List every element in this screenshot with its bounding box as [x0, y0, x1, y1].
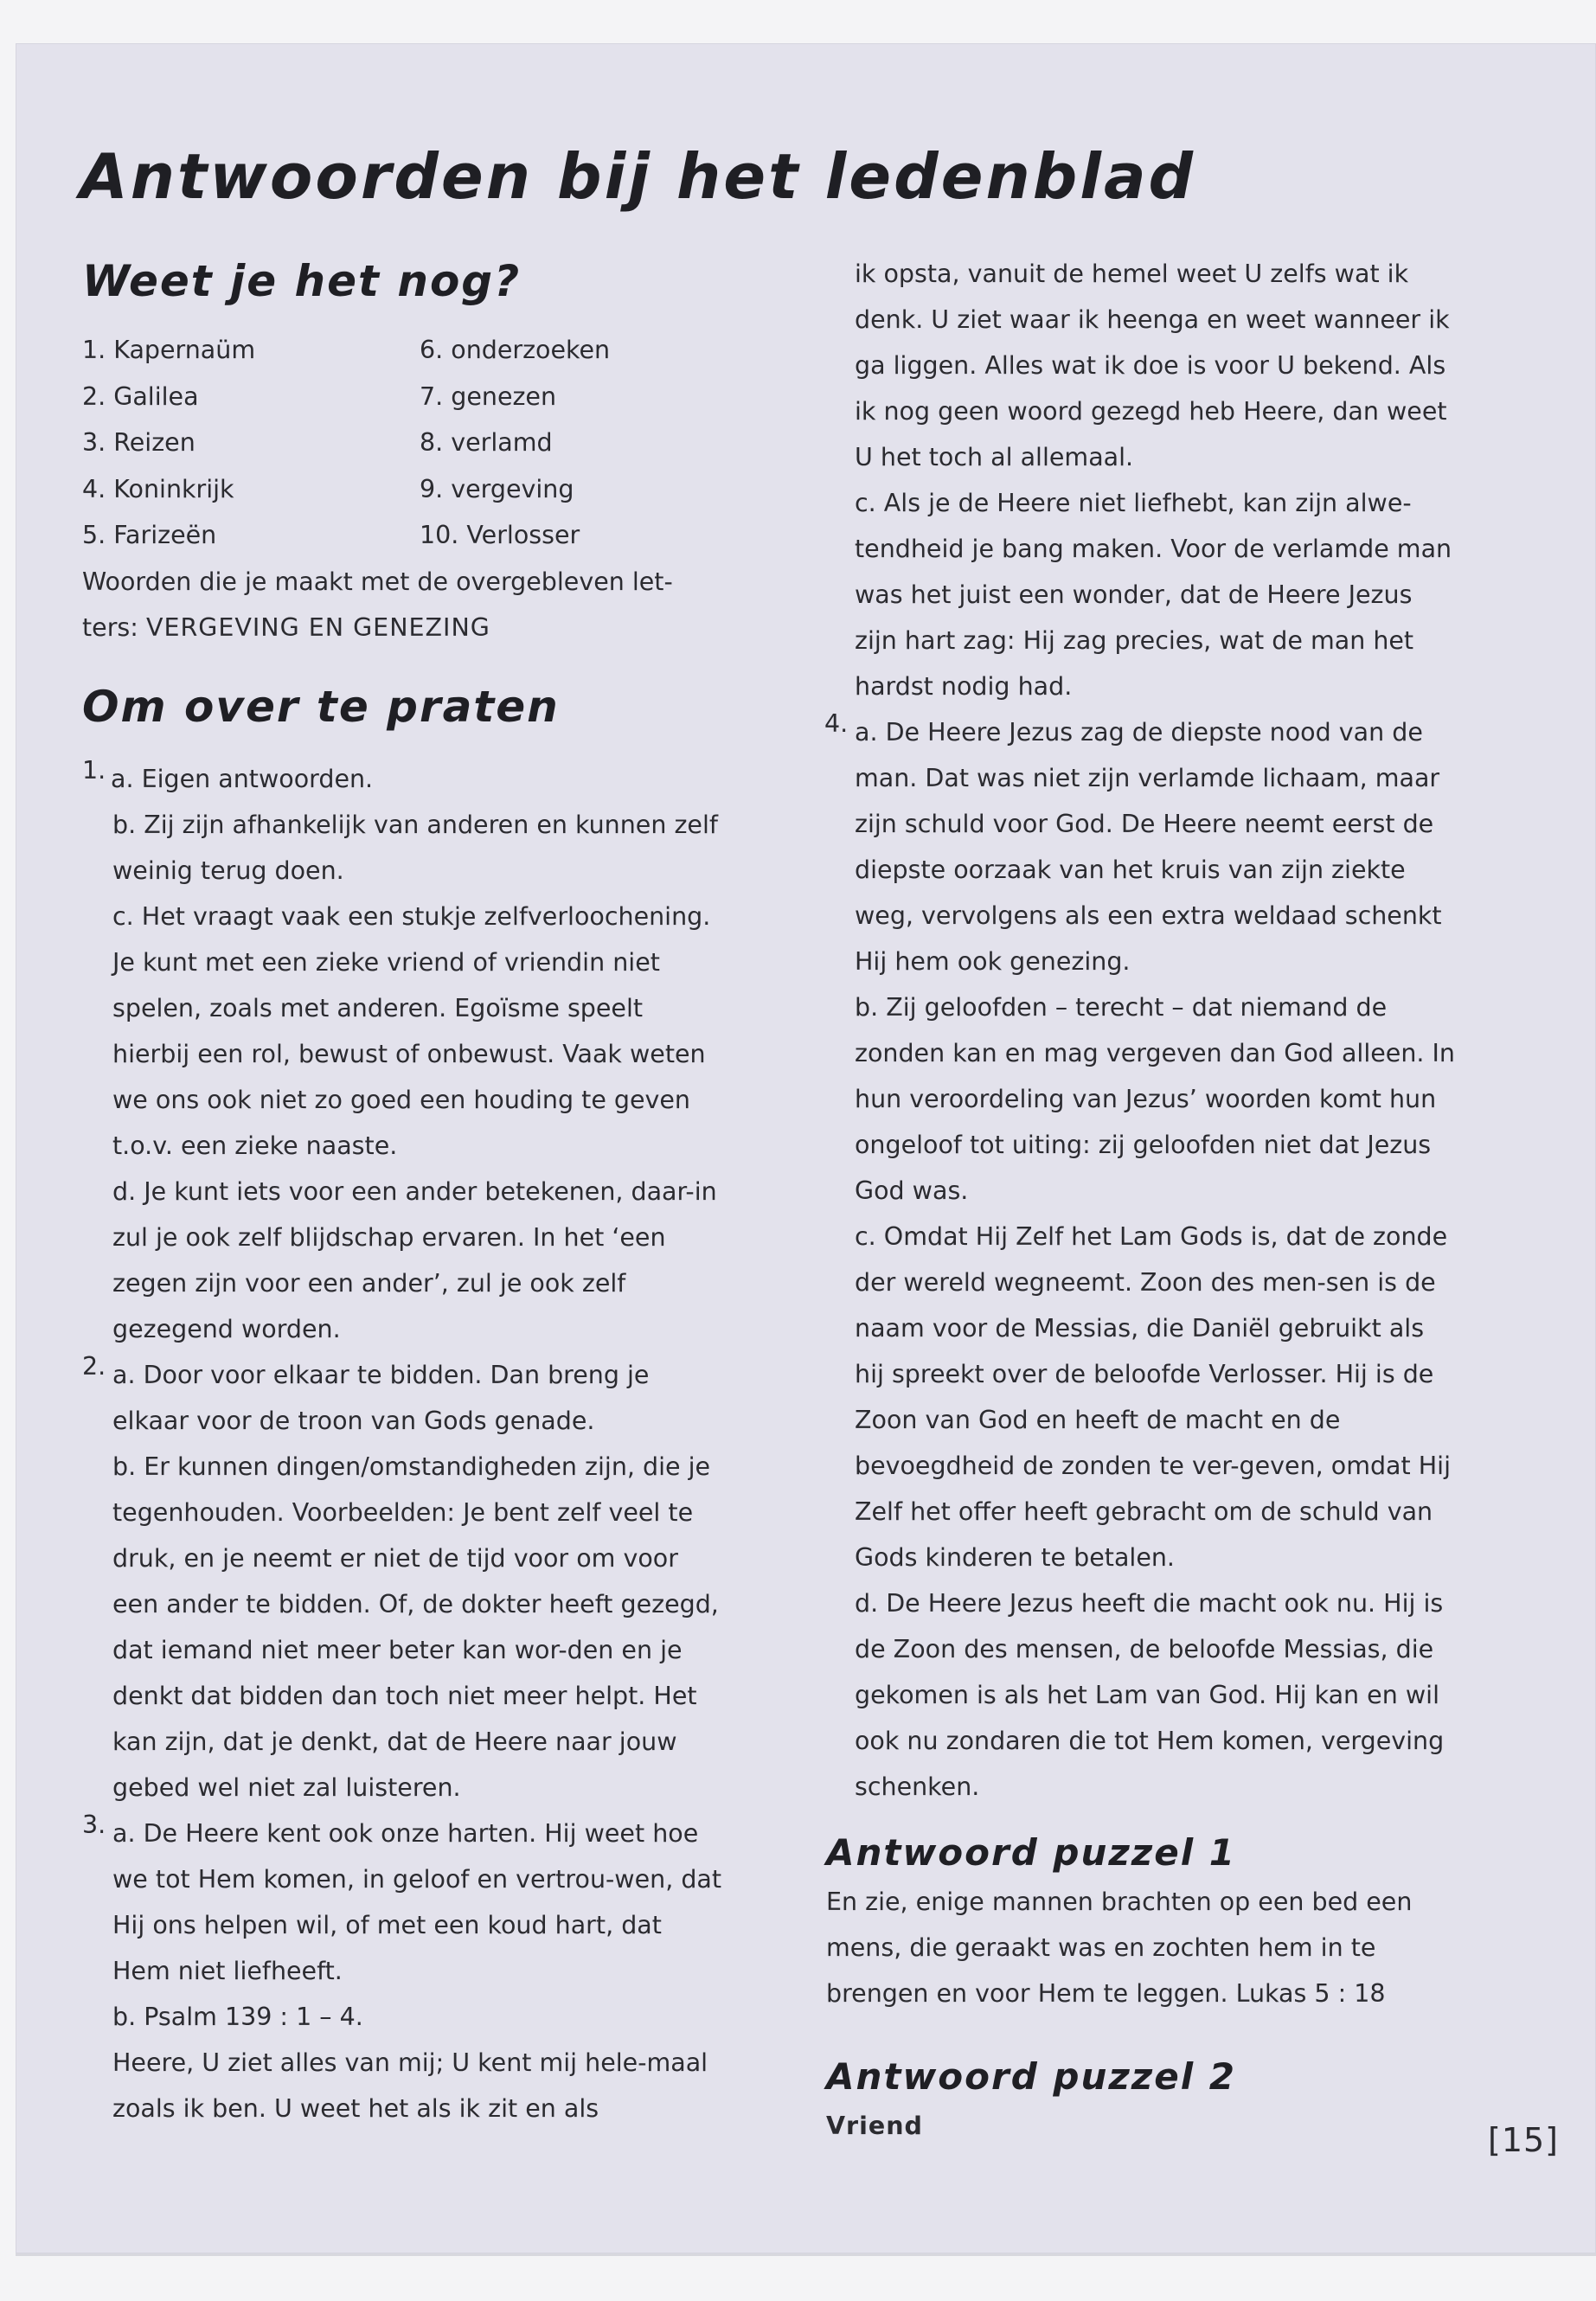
list-item: 7. genezen [420, 381, 557, 411]
list-item: 2. Galilea [82, 381, 199, 411]
question-1 [82, 756, 722, 1352]
answer-c: c. Het vraagt vaak een stukje zelfverloochening. Je kunt met een zieke vriend of vriendin niet spelen, zoals met anderen. Egoïsme speelt hierbij een rol, bewust of onbewust. Vaak weten we ons ook niet zo goed een houding te geven t.o.v. een zieke naaste. [112, 901, 711, 1160]
answer-b: b. Zij geloofden – terecht – dat niemand de zonden kan en mag vergeven dan God alleen. In hun veroordeling van Jezus’ woorden komt hun ongeloof tot uiting: zij geloofden niet dat Jezus God was. [855, 993, 1455, 1205]
list-item: 9. vergeving [420, 474, 574, 503]
answer-c: c. Als je de Heere niet liefhebt, kan zijn alwe-tendheid je bang maken. Voor de verlamde man was het juist een wonder, dat de Heere Jezus zijn hart zag: Hij zag precies, wat de man het hardst nodig had. [855, 489, 1452, 701]
answer-d: d. De Heere Jezus heeft die macht ook nu. Hij is de Zoon des mensen, de beloofde Messias, die gekomen is als het Lam van God. Hij kan en wil ook nu zondaren die tot Hem komen, vergeving schenken. [855, 1589, 1445, 1801]
answer-d: d. Je kunt iets voor een ander betekenen, daar-in zul je ook zelf blijdschap ervaren. In het ‘een zegen zijn voor een ander’, zul je ook zelf gezegend worden. [112, 1176, 717, 1343]
list-item: 6. onderzoeken [420, 336, 611, 364]
weet-note-text: Woorden die je maakt met de overgebleven let-ters: [82, 567, 673, 642]
puzzel2-answer: Vriend [826, 2112, 923, 2140]
question-number: 4. [824, 709, 849, 738]
page-title: Antwoorden bij het ledenblad [80, 140, 1196, 213]
question-number: 1. [82, 755, 106, 785]
question-4 [826, 709, 1458, 1810]
list-item: 1. Kapernaüm [82, 336, 256, 364]
answer-a: a. Eigen antwoorden. [111, 764, 374, 793]
weet-heading: Weet je het nog? [82, 256, 522, 306]
page-number: [15] [1488, 2121, 1560, 2159]
answer-a: a. De Heere Jezus zag de diepste nood van de man. Dat was niet zijn verlamde lichaam, maar zijn schuld voor God. De Heere neemt eerst de diepste oorzaak van het kruis van zijn ziekte weg, vervolgens als een extra weldaad schenkt Hij hem ook genezing. [855, 718, 1442, 976]
list-item: 5. Farizeën [82, 521, 217, 549]
weet-note [82, 559, 722, 651]
question-number: 3. [82, 1810, 106, 1839]
answer-b: b. Zij zijn afhankelijk van anderen en kunnen zelf weinig terug doen. [112, 810, 718, 885]
praten-heading: Om over te praten [82, 681, 560, 732]
left-column [82, 251, 722, 2131]
answer-b: b. Psalm 139 : 1 – 4. [112, 2002, 363, 2031]
answer-a: a. Door voor elkaar te bidden. Dan breng je elkaar voor de troon van Gods genade. [112, 1360, 650, 1435]
word-list [82, 327, 722, 559]
list-item: 10. Verlosser [420, 521, 580, 549]
right-column [826, 251, 1458, 2149]
answer-c: c. Omdat Hij Zelf het Lam Gods is, dat de zonde der wereld wegneemt. Zoon des men-sen is de naam voor de Messias, die Daniël gebruikt als hij spreekt over de beloofde Verlosser. Hij is de Zoon van God en heeft de macht en de bevoegdheid de zonden te ver-geven, omdat Hij Zelf het offer heeft gebracht om de schuld van Gods kinderen te betalen. [855, 1222, 1452, 1572]
answer-b: b. Er kunnen dingen/omstandigheden zijn, die je tegenhouden. Voorbeelden: Je bent zelf veel te druk, en je neemt er niet de tijd voor om voor een ander te bidden. Of, de dokter heeft gezegd, dat iemand niet meer beter kan wor-den en je denkt dat bidden dan toch niet meer helpt. Het kan zijn, dat je denkt, dat de Heere naar jouw gebed wel niet zal luisteren. [112, 1452, 719, 1802]
puzzel2-heading: Antwoord puzzel 2 [826, 2055, 1236, 2098]
weet-answer: VERGEVING EN GENEZING [145, 612, 490, 642]
list-item: 4. Koninkrijk [82, 474, 234, 503]
page-edge [16, 2253, 1596, 2256]
answer-a: a. De Heere kent ook onze harten. Hij weet hoe we tot Hem komen, in geloof en vertrou-wen, dat Hij ons helpen wil, of met een koud hart, dat Hem niet liefheeft. [112, 1818, 722, 1985]
puzzel1-answer: En zie, enige mannen brachten op een bed een mens, die geraakt was en zochten hem in te brengen en voor Hem te leggen. Lukas 5 : 18 [826, 1888, 1413, 2008]
question-2 [82, 1352, 722, 1811]
psalm-text-part2: ik opsta, vanuit de hemel weet U zelfs wat ik denk. U ziet waar ik heenga en weet wanneer ik ga liggen. Alles wat ik doe is voor U bekend. Als ik nog geen woord gezegd heb Heere, dan weet U het toch al allemaal. [855, 260, 1450, 471]
list-item: 3. Reizen [82, 428, 195, 457]
list-item: 8. verlamd [420, 428, 553, 457]
psalm-text-part1: Heere, U ziet alles van mij; U kent mij hele-maal zoals ik ben. U weet het als ik zit en als [112, 2048, 708, 2123]
puzzel1-heading: Antwoord puzzel 1 [826, 1831, 1236, 1874]
question-number: 2. [82, 1351, 106, 1381]
question-3 [82, 1811, 722, 2131]
